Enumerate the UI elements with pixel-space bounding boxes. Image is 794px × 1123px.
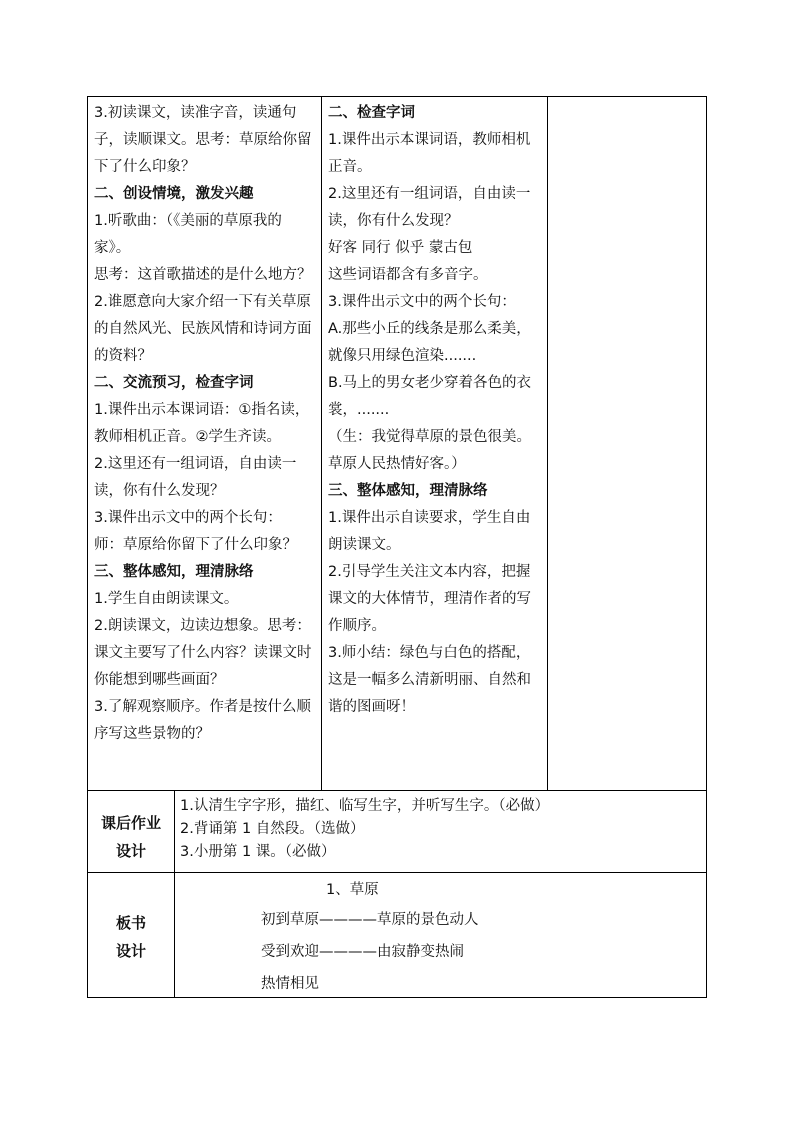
section-heading: 二、交流预习，检查字词 bbox=[94, 375, 254, 391]
board-line: 受到欢迎————由寂静变热闹 bbox=[261, 944, 464, 960]
board-label-line2: 设计 bbox=[115, 942, 146, 960]
homework-item: 1.认清生字字形，描红、临写生字，并听写生字。（必做） bbox=[180, 798, 550, 814]
paragraph: 3.初读课文，读准字音，读通句子，读顺课文。思考：草原给你留下了什么印象？ bbox=[94, 105, 312, 175]
teaching-steps-column bbox=[94, 100, 318, 748]
paragraph: 2.朗读课文，边读边想象。思考：课文主要写了什么内容？读课文时你能想到哪些画面？ bbox=[94, 618, 312, 688]
section-heading: 三、整体感知，理清脉络 bbox=[94, 564, 254, 580]
paragraph: （生：我觉得草原的景色很美。草原人民热情好客。） bbox=[328, 429, 531, 472]
section-heading: 二、创设情境，激发兴趣 bbox=[94, 186, 254, 202]
homework-label-line2: 设计 bbox=[115, 842, 146, 860]
board-line: 热情相见 bbox=[261, 976, 319, 992]
column-divider-2 bbox=[547, 97, 548, 790]
paragraph: 1.课件出示本课词语：①指名读，教师相机正音。②学生齐读。 bbox=[94, 402, 310, 445]
paragraph: 3.课件出示文中的两个长句： bbox=[94, 510, 282, 526]
paragraph: 好客 同行 似乎 蒙古包 bbox=[328, 240, 473, 256]
homework-item: 3.小册第 1 课。（必做） bbox=[180, 844, 336, 860]
paragraph: B.马上的男女老少穿着各色的衣裳，....... bbox=[328, 375, 532, 418]
paragraph: 3.课件出示文中的两个长句： bbox=[328, 294, 516, 310]
paragraph: 思考：这首歌描述的是什么地方？ bbox=[94, 267, 312, 283]
student-activity-column bbox=[328, 100, 542, 721]
paragraph: 1.课件出示本课词语，教师相机正音。 bbox=[328, 132, 531, 175]
paragraph: 3.了解观察顺序。作者是按什么顺序写这些景物的？ bbox=[94, 699, 311, 742]
paragraph: A.那些小丘的线条是那么柔美，就像只用绿色渲染....... bbox=[328, 321, 531, 364]
paragraph: 1.课件出示自读要求，学生自由朗读课文。 bbox=[328, 510, 531, 553]
paragraph: 3.师小结：绿色与白色的搭配，这是一幅多么清新明丽、自然和谐的图画呀！ bbox=[328, 645, 531, 715]
column-divider-1 bbox=[321, 97, 322, 790]
paragraph: 2.这里还有一组词语，自由读一读，你有什么发现？ bbox=[94, 456, 297, 499]
homework-label bbox=[88, 809, 174, 865]
paragraph: 师：草原给你留下了什么印象？ bbox=[94, 537, 297, 553]
paragraph: 2.引导学生关注文本内容，把握课文的大体情节，理清作者的写作顺序。 bbox=[328, 564, 531, 634]
paragraph: 1.学生自由朗读课文。 bbox=[94, 591, 239, 607]
board-label-line1: 板书 bbox=[115, 914, 146, 932]
row-divider-1 bbox=[88, 790, 706, 791]
board-title: 1、草原 bbox=[326, 882, 379, 898]
homework-item: 2.背诵第 1 自然段。（选做） bbox=[180, 821, 365, 837]
label-divider bbox=[174, 790, 175, 998]
board-label bbox=[88, 909, 174, 965]
section-heading: 三、整体感知，理清脉络 bbox=[328, 483, 488, 499]
board-line: 初到草原————草原的景色动人 bbox=[261, 912, 479, 928]
paragraph: 2.这里还有一组词语，自由读一读，你有什么发现？ bbox=[328, 186, 531, 229]
homework-label-line1: 课后作业 bbox=[100, 814, 161, 832]
section-heading: 二、检查字词 bbox=[328, 105, 415, 121]
lesson-plan-table bbox=[87, 96, 707, 998]
paragraph: 2.谁愿意向大家介绍一下有关草原的自然风光、民族风情和诗词方面的资料？ bbox=[94, 294, 312, 364]
row-divider-2 bbox=[88, 872, 706, 873]
paragraph: 1.听歌曲：（《美丽的草原我的家》。 bbox=[94, 213, 282, 256]
homework-list bbox=[180, 795, 549, 864]
paragraph: 这些词语都含有多音字。 bbox=[328, 267, 488, 283]
